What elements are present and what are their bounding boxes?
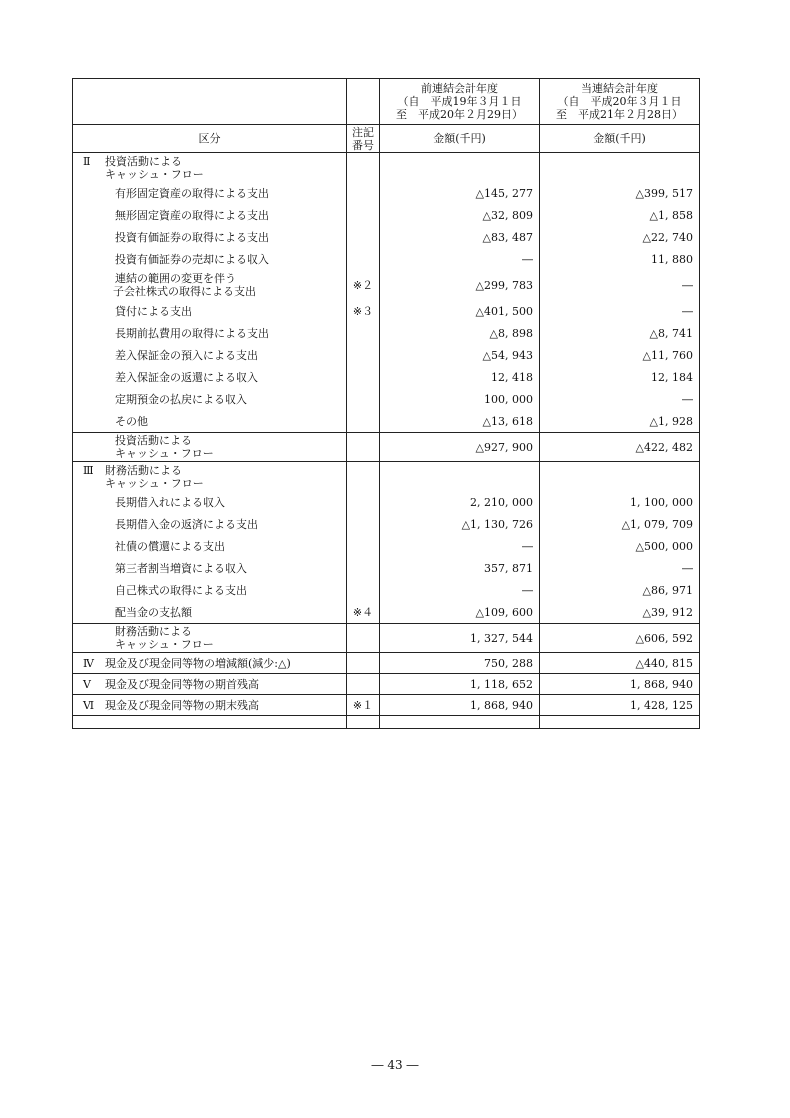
blank-cell	[347, 79, 380, 125]
blank-cell	[73, 79, 347, 125]
table-row: 長期借入金の返済による支出 △1, 130, 726 △1, 079, 709	[73, 513, 700, 535]
total-row: Ⅳ 現金及び現金同等物の増減額(減少:△) 750, 288 △440, 815	[73, 653, 700, 674]
table-row: 自己株式の取得による支出 ― △86, 971	[73, 579, 700, 601]
section-title-line2: キャッシュ・フロー	[105, 168, 204, 181]
prev-period-header: 前連結会計年度 （自 平成19年３月１日 至 平成20年２月29日）	[380, 79, 540, 125]
table-row: 第三者割当増資による収入 357, 871 ―	[73, 557, 700, 579]
total-row: Ⅵ 現金及び現金同等物の期末残高 ※１ 1, 868, 940 1, 428, 125	[73, 695, 700, 716]
financing-section-heading	[73, 462, 700, 492]
table-row: 投資有価証券の取得による支出 △83, 487 △22, 740	[73, 226, 700, 248]
financing-subtotal-row: 財務活動による キャッシュ・フロー 1, 327, 544 △606, 592	[73, 624, 700, 653]
curr-amount-header: 金額(千円)	[540, 125, 700, 153]
table-row: 貸付による支出 ※３ △401, 500 ―	[73, 300, 700, 322]
section-numeral: Ⅲ	[83, 464, 94, 477]
page-number: ― 43 ―	[371, 1058, 419, 1072]
table-row: 無形固定資産の取得による支出 △32, 809 △1, 858	[73, 204, 700, 226]
section-title-line2: キャッシュ・フロー	[105, 477, 204, 490]
column-header-row	[73, 125, 700, 153]
table-row: 投資有価証券の売却による収入 ― 11, 880	[73, 248, 700, 270]
investing-section-heading	[73, 153, 700, 183]
table-row: 長期前払費用の取得による支出 △8, 898 △8, 741	[73, 322, 700, 344]
cash-flow-table	[72, 78, 700, 729]
blank-row	[73, 716, 700, 729]
table-row: 差入保証金の預入による支出 △54, 943 △11, 760	[73, 344, 700, 366]
period-header-row	[73, 79, 700, 125]
total-row: Ⅴ 現金及び現金同等物の期首残高 1, 118, 652 1, 868, 940	[73, 674, 700, 695]
table-row: 連結の範囲の変更を伴う 子会社株式の取得による支出 ※２ △299, 783 ―	[73, 270, 700, 300]
section-numeral: Ⅱ	[83, 155, 91, 168]
table-row: 配当金の支払額 ※４ △109, 600 △39, 912	[73, 601, 700, 624]
table-row: 定期預金の払戻による収入 100, 000 ―	[73, 388, 700, 410]
investing-subtotal-row: 投資活動による キャッシュ・フロー △927, 900 △422, 482	[73, 433, 700, 462]
table-row: 差入保証金の返還による収入 12, 418 12, 184	[73, 366, 700, 388]
table-row: 社債の償還による支出 ― △500, 000	[73, 535, 700, 557]
prev-amount-header: 金額(千円)	[380, 125, 540, 153]
category-header: 区分	[73, 125, 347, 153]
note-header: 注記 番号	[347, 125, 380, 153]
table-row: 有形固定資産の取得による支出 △145, 277 △399, 517	[73, 182, 700, 204]
table-row: その他 △13, 618 △1, 928	[73, 410, 700, 433]
table-row: 長期借入れによる収入 2, 210, 000 1, 100, 000	[73, 491, 700, 513]
section-title: 財務活動による	[105, 464, 182, 477]
section-title: 投資活動による	[105, 155, 182, 168]
curr-period-header: 当連結会計年度 （自 平成20年３月１日 至 平成21年２月28日）	[540, 79, 700, 125]
